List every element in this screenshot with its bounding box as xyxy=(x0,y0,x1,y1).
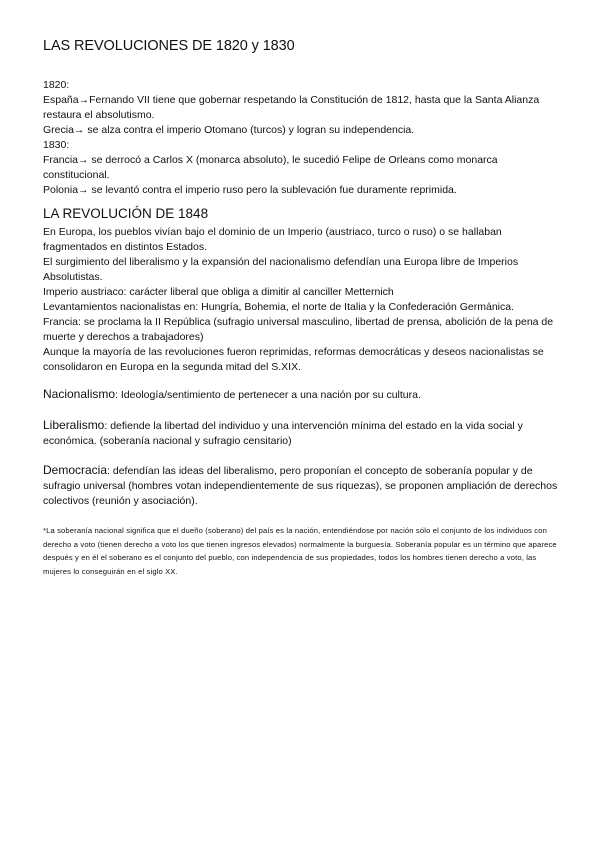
section-1848-body xyxy=(43,225,563,375)
greece-paragraph: Grecia→ se alza contra el imperio Otomano (turcos) y logran su independencia. xyxy=(43,124,415,136)
definition-democracy xyxy=(43,463,563,509)
paragraph-1848-liberalism: El surgimiento del liberalismo y la expansión del nacionalismo defendían una Europa libre de Imperios Absolutistas. xyxy=(43,256,519,283)
nationalism-definition: : Ideología/sentimiento de pertenecer a una nación por su cultura. xyxy=(115,389,421,401)
democracy-term: Democracia xyxy=(43,463,108,477)
year-1820-label: 1820: xyxy=(43,79,70,91)
section-1820-1830 xyxy=(43,78,563,198)
section-heading-1848: LA REVOLUCIÓN DE 1848 xyxy=(43,206,209,221)
definition-nationalism xyxy=(43,387,563,403)
paragraph-1848-austria: Imperio austriaco: carácter liberal que obliga a dimitir al canciller Metternich xyxy=(43,286,394,298)
nationalism-term: Nacionalismo xyxy=(43,387,116,401)
footnote: *La soberanía nacional significa que el dueño (soberano) del país es la nación, entendiéndose por nación sólo el conjunto de los individuos con derecho a voto (tienen derecho a voto los que tienen ingresos elevados) normalmente la burguesía. Soberanía popular es un término que aparece después y en él el soberano es el conjunto del pueblo, con independencia de sus propiedades, todos los hombres tienen derecho a voto, las mujeres lo conseguirán en el siglo XX. xyxy=(43,526,557,576)
year-1830-label: 1830: xyxy=(43,139,70,151)
paragraph-1848-france: Francia: se proclama la II República (sufragio universal masculino, libertad de prensa, abolición de la pena de muerte y derechos a trabajadores) xyxy=(43,316,554,343)
liberalism-term: Liberalismo xyxy=(43,418,105,432)
definition-liberalism xyxy=(43,418,563,449)
spain-paragraph: España→Fernando VII tiene que gobernar respetando la Constitución de 1812, hasta que la Santa Alianza restaura el absolutismo. xyxy=(43,94,540,121)
page-title: LAS REVOLUCIONES DE 1820 y 1830 xyxy=(43,38,295,54)
poland-paragraph: Polonia→ se levantó contra el imperio ruso pero la sublevación fue duramente reprimida. xyxy=(43,184,457,196)
democracy-definition: : defendían las ideas del liberalismo, pero proponían el concepto de soberanía popular y de sufragio universal (hombres votan independientemente de sus riquezas), se proponen ampliación de derechos colectivos (reunión y asociación). xyxy=(43,465,558,507)
france-paragraph: Francia→ se derrocó a Carlos X (monarca absoluto), le sucedió Felipe de Orleans como monarca constitucional. xyxy=(43,154,498,181)
paragraph-1848-conclusion: Aunque la mayoría de las revoluciones fueron reprimidas, reformas democráticas y deseos nacionalistas se consolidaron en Europa en la segunda mitad del S.XIX. xyxy=(43,346,544,373)
paragraph-1848-uprisings: Levantamientos nacionalistas en: Hungría, Bohemia, el norte de Italia y la Confederación Germánica. xyxy=(43,301,515,313)
liberalism-definition: : defiende la libertad del individuo y una intervención mínima del estado en la vida social y económica. (soberanía nacional y sufragio censitario) xyxy=(43,420,523,447)
paragraph-1848-europe: En Europa, los pueblos vivían bajo el dominio de un Imperio (austriaco, turco o ruso) o se hallaban fragmentados en distintos Estados. xyxy=(43,226,502,253)
